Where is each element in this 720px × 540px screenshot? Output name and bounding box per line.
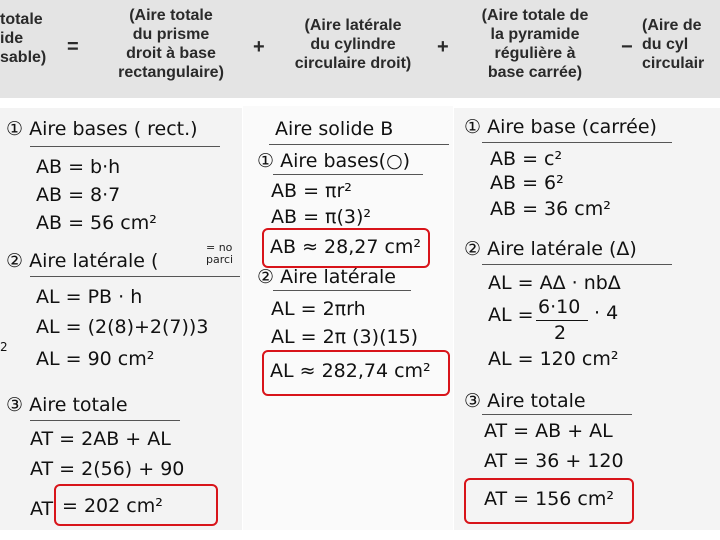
right-al-fraction-bar <box>536 320 588 321</box>
left-step3-underline <box>30 420 180 421</box>
middle-al-formula: AL = 2πrh <box>271 298 366 320</box>
left-al-substitution: AL = (2(8)+2(7))3 <box>36 316 209 338</box>
header-col-cylinder: (Aire latérale du cylindre circulaire droit) <box>294 17 412 72</box>
right-step1-underline <box>482 142 672 143</box>
formula-header <box>0 0 720 98</box>
left-step1-underline <box>30 146 220 147</box>
right-al-sub-suffix: · 4 <box>594 302 619 324</box>
right-al-sub-prefix: AL = <box>488 304 534 326</box>
left-ab-result: AB = 56 cm² <box>36 212 157 234</box>
left-at-substitution: AT = 2(56) + 90 <box>30 458 185 480</box>
middle-notes-panel <box>243 106 453 530</box>
right-at-result: AT = 156 cm² <box>484 488 615 510</box>
right-step2-title: ② Aire latérale (Δ) <box>464 238 637 260</box>
middle-step1-title: ① Aire bases(○) <box>257 150 411 172</box>
header-col-prism: (Aire totale du prisme droit à base rectangulaire) <box>118 7 224 81</box>
middle-al-result: AL ≈ 282,74 cm² <box>270 360 431 382</box>
middle-ab-result: AB ≈ 28,27 cm² <box>270 236 422 258</box>
middle-step1-underline <box>273 174 423 175</box>
left-at-result: = 202 cm² <box>62 495 163 517</box>
left-step1-title: ① Aire bases ( rect.) <box>6 118 198 140</box>
left-margin-note: = no parci <box>206 241 234 266</box>
right-step3-title: ③ Aire totale <box>464 390 586 412</box>
right-at-substitution: AT = 36 + 120 <box>484 450 624 472</box>
middle-solid-title: Aire solide B <box>275 118 394 140</box>
right-step1-title: ① Aire base (carrée) <box>464 116 657 138</box>
left-at-prefix: AT <box>30 498 54 520</box>
right-al-result: AL = 120 cm² <box>488 348 619 370</box>
right-ab-substitution: AB = 6² <box>490 172 564 194</box>
middle-step2-title: ② Aire latérale <box>257 266 396 288</box>
middle-ab-substitution: AB = π(3)² <box>271 206 372 228</box>
right-ab-result: AB = 36 cm² <box>490 198 611 220</box>
right-al-formula: AL = AΔ · nbΔ <box>488 272 621 294</box>
left-stray-mark: 2 <box>0 340 8 354</box>
header-col-solid-total: totale ide sable) <box>0 11 47 66</box>
right-step3-underline <box>482 414 632 415</box>
left-notes-panel <box>0 108 242 530</box>
header-plus-1: + <box>253 36 265 58</box>
middle-title-underline <box>269 144 449 145</box>
left-step2-title: ② Aire latérale ( <box>6 250 159 272</box>
left-ab-substitution: AB = 8·7 <box>36 184 121 206</box>
right-al-sub-numerator: 6·10 <box>538 296 581 318</box>
header-plus-2: + <box>437 36 449 58</box>
header-equals: = <box>67 36 79 58</box>
middle-ab-formula: AB = πr² <box>271 180 352 202</box>
header-col-cylinder-2: (Aire de du cyl circulair <box>642 17 705 72</box>
middle-step2-underline <box>273 290 411 291</box>
header-minus: − <box>621 36 633 58</box>
right-step2-underline <box>482 264 672 265</box>
middle-al-substitution: AL = 2π (3)(15) <box>271 326 419 348</box>
left-step2-underline <box>30 276 240 277</box>
left-al-result: AL = 90 cm² <box>36 348 155 370</box>
header-col-pyramid: (Aire totale de la pyramide régulière à base carrée) <box>481 7 589 81</box>
left-at-formula: AT = 2AB + AL <box>30 428 171 450</box>
right-at-formula: AT = AB + AL <box>484 420 613 442</box>
left-al-formula: AL = PB · h <box>36 286 143 308</box>
left-ab-formula: AB = b·h <box>36 156 121 178</box>
right-al-sub-denominator: 2 <box>554 322 567 344</box>
left-step3-title: ③ Aire totale <box>6 394 128 416</box>
right-notes-panel <box>454 108 720 530</box>
right-ab-formula: AB = c² <box>490 148 563 170</box>
